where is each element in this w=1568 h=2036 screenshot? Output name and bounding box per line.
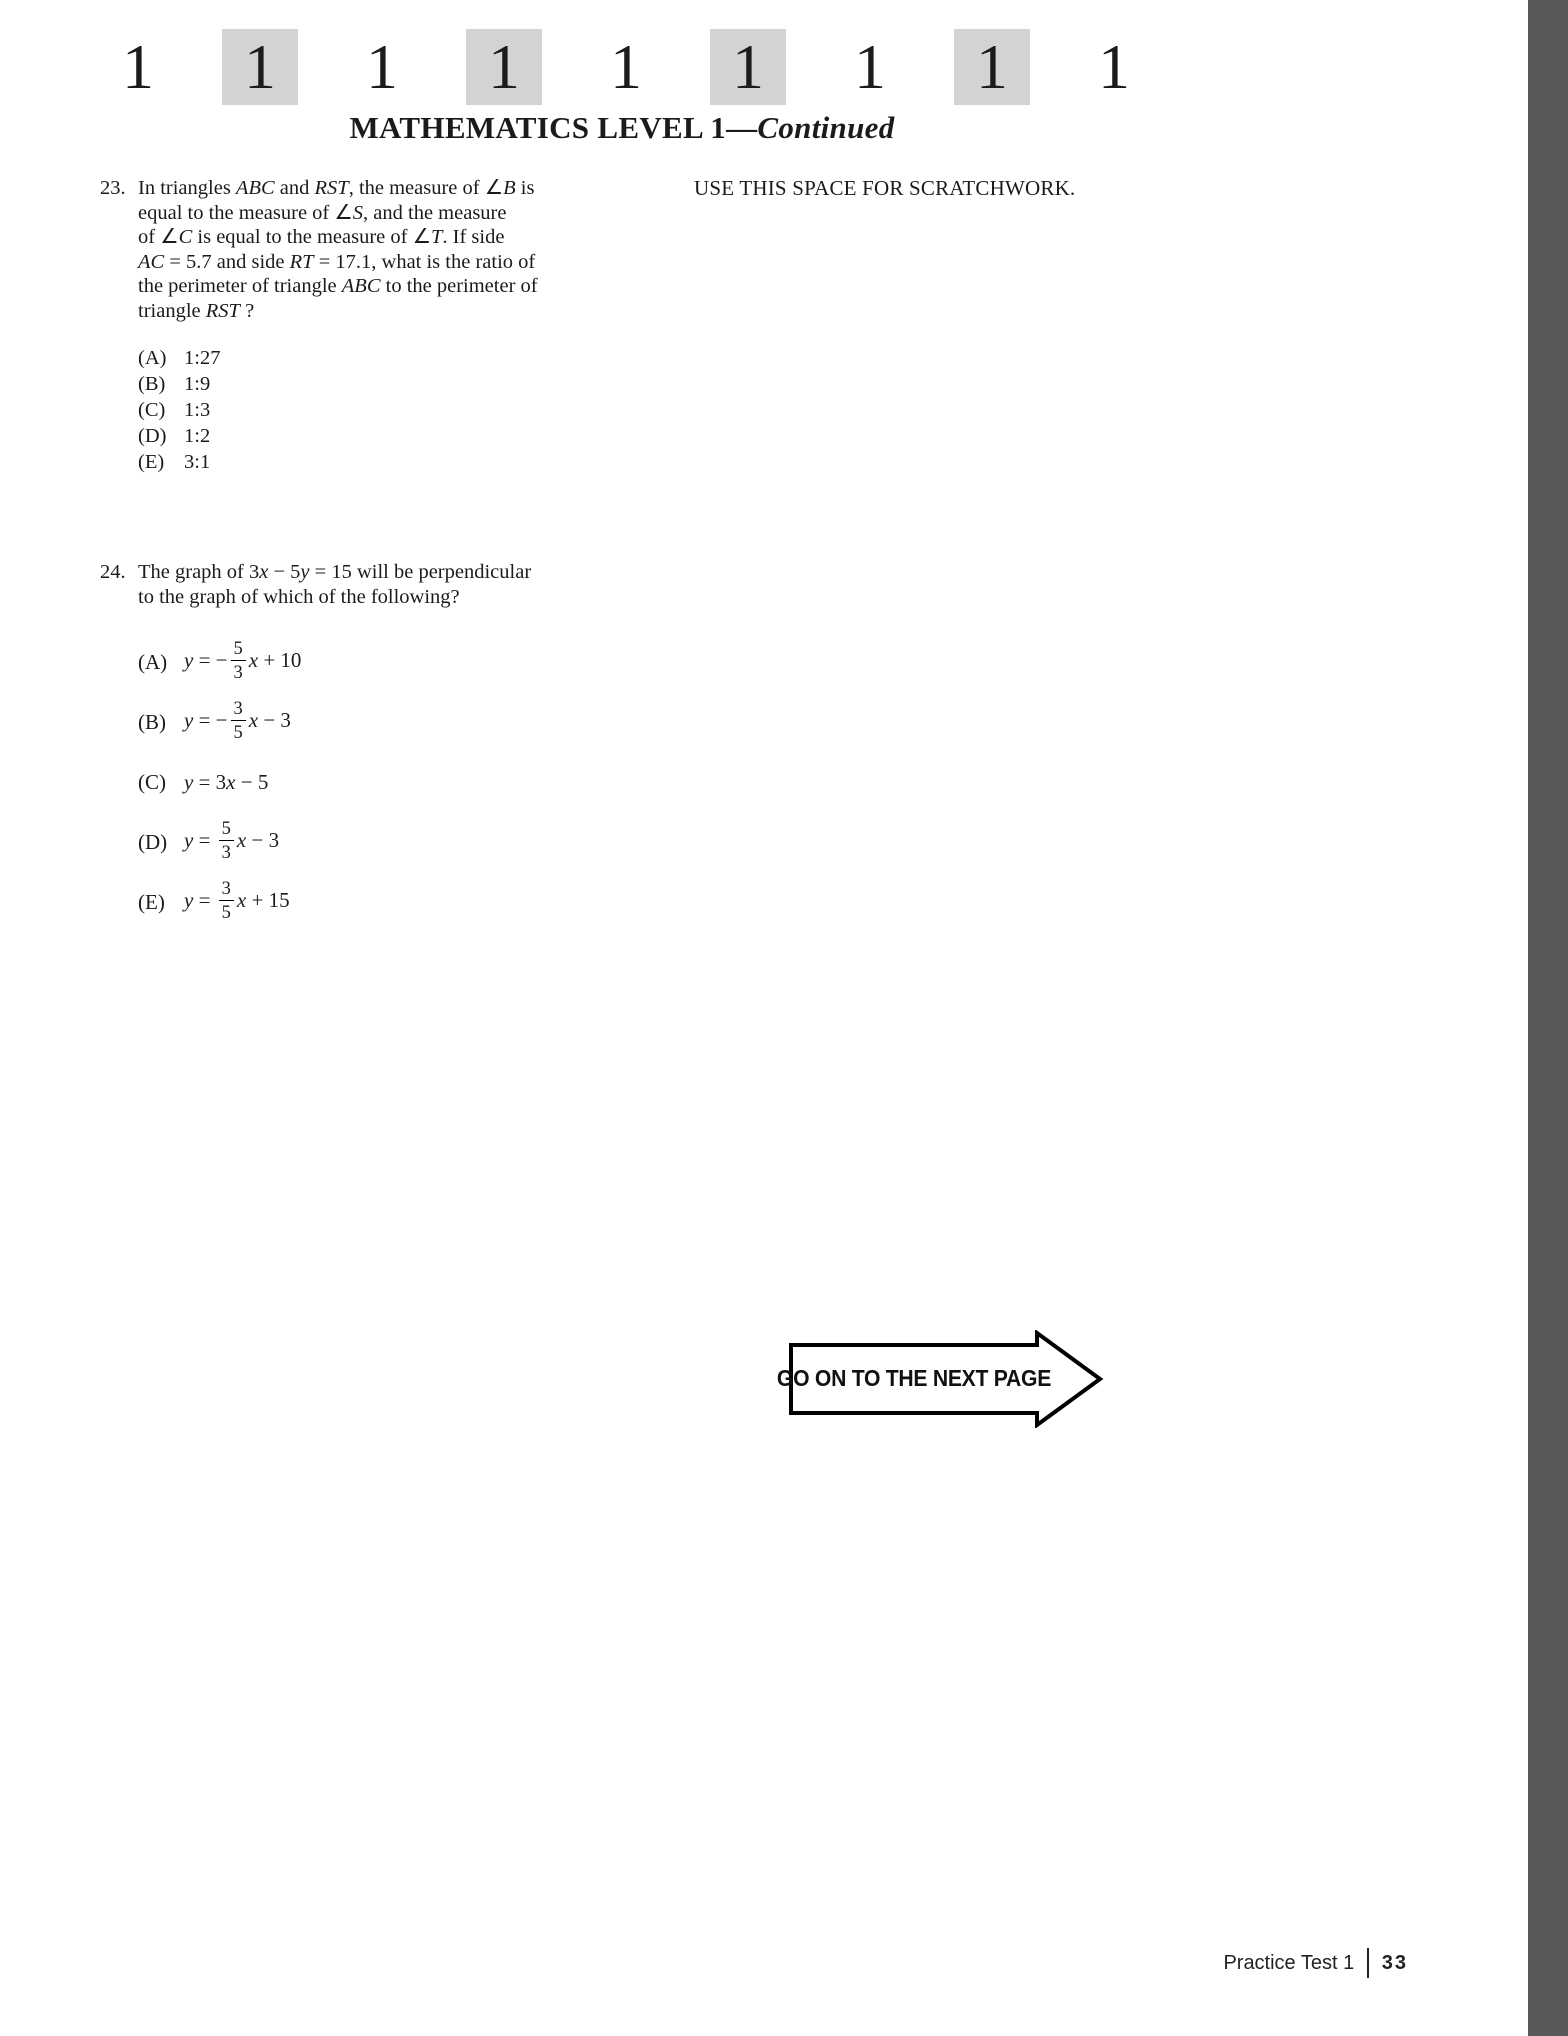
choice-formula: y = − $\frac{3}{5}$ x − 3 — [184, 697, 291, 742]
choice-label: (D) — [138, 425, 167, 447]
choice-label: (C) — [138, 399, 166, 421]
section-digit-boxed: 1 — [954, 29, 1030, 105]
choice-label: (B) — [138, 373, 166, 395]
choice-row — [138, 815, 620, 869]
choice-text: 1:2 — [184, 425, 211, 447]
choice-text: 3:1 — [184, 451, 211, 473]
choice-row — [138, 397, 620, 423]
choice-text: 1:27 — [184, 347, 221, 369]
choice-label: (A) — [138, 347, 167, 369]
choice-row — [138, 755, 620, 809]
choice-formula: y = − $\frac{5}{3}$ x + 10 — [184, 637, 302, 682]
choice-row — [138, 875, 620, 929]
section-digit: 1 — [610, 31, 642, 102]
page-edge-bar — [1528, 0, 1568, 2036]
page-title-continued: Continued — [757, 110, 895, 145]
choice-row — [138, 449, 620, 475]
choice-label: (E) — [138, 451, 165, 473]
section-digit: 1 — [122, 31, 154, 102]
scratchwork-heading: USE THIS SPACE FOR SCRATCHWORK. — [694, 176, 1076, 200]
section-digit: 1 — [366, 31, 398, 102]
choice-row — [138, 635, 620, 689]
go-on-label: GO ON TO THE NEXT PAGE — [776, 1364, 1052, 1391]
question-23-choices — [138, 345, 620, 475]
choice-text: 1:3 — [184, 399, 211, 421]
question-23-stem: In triangles ABC and RST, the measure of ∠B is equal to the measure of ∠S, and the measure of ∠C is equal to the measure of ∠T. If side AC = 5.7 and side RT = 17.1, what is the ratio of the perimeter of triangle ABC to the perimeter of triangle RST ? — [138, 177, 538, 322]
choice-label: (A) — [138, 650, 168, 674]
choice-row — [138, 695, 620, 749]
choice-formula: y = $\frac{3}{5}$ x + 15 — [184, 877, 290, 922]
footer-divider — [1367, 1948, 1369, 1978]
choice-row — [138, 371, 620, 397]
page-title — [0, 110, 1244, 146]
choice-label: (E) — [138, 890, 165, 914]
choice-row — [138, 345, 620, 371]
question-24-stem: The graph of 3x − 5y = 15 will be perpendicular to the graph of which of the following? — [138, 561, 532, 608]
footer — [1223, 1948, 1408, 1978]
question-24 — [100, 560, 620, 935]
question-24-number: 24. — [100, 561, 126, 583]
footer-page-number: 33 — [1381, 1951, 1408, 1974]
choice-text: 1:9 — [184, 373, 211, 395]
choice-formula: y = $\frac{5}{3}$ x − 3 — [184, 817, 280, 862]
section-digit-boxed: 1 — [466, 29, 542, 105]
question-24-choices — [138, 635, 620, 929]
choice-row — [138, 423, 620, 449]
footer-practice-test-label: Practice Test 1 — [1223, 1951, 1355, 1974]
choice-label: (C) — [138, 770, 166, 794]
choice-label: (B) — [138, 710, 166, 734]
section-digit: 1 — [1098, 31, 1130, 102]
section-digit-strip — [100, 28, 1152, 106]
question-23 — [100, 176, 620, 475]
choice-formula: y = 3x − 5 — [184, 770, 269, 794]
choice-label: (D) — [138, 830, 168, 854]
page-title-main: MATHEMATICS LEVEL 1— — [349, 110, 758, 145]
question-23-number: 23. — [100, 177, 126, 199]
section-digit: 1 — [854, 31, 886, 102]
section-digit-boxed: 1 — [710, 29, 786, 105]
go-on-arrow — [776, 1330, 1104, 1428]
section-digit-boxed: 1 — [222, 29, 298, 105]
